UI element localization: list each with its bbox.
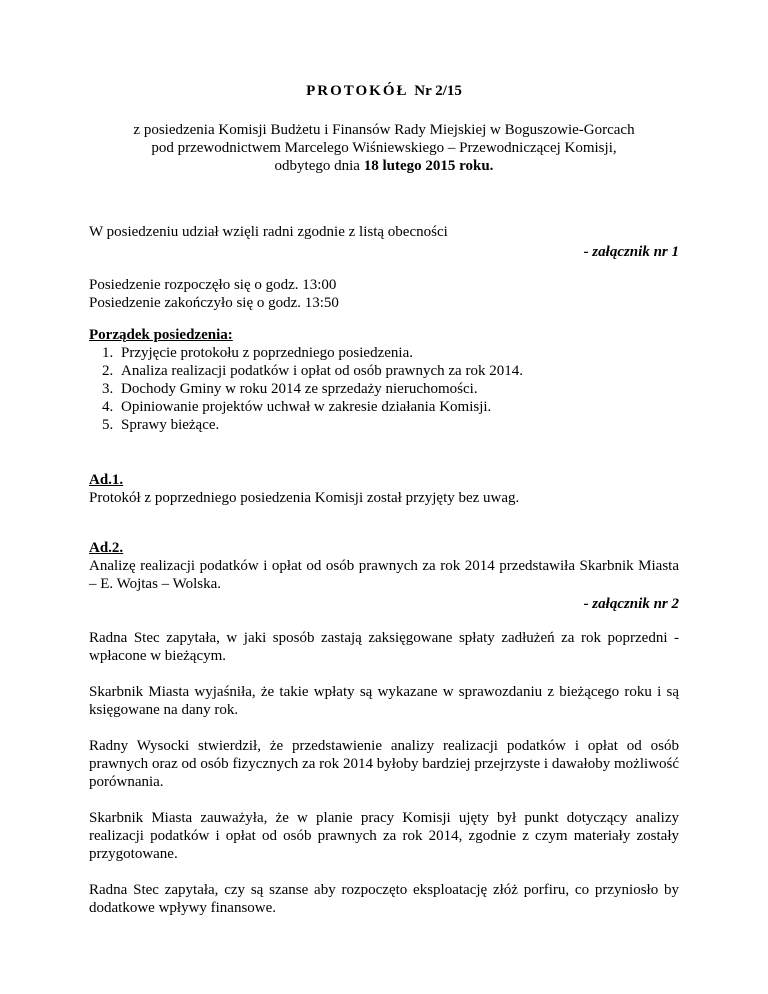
agenda-item: 1. Przyjęcie protokołu z poprzedniego posiedzenia. [117, 344, 679, 362]
ad2-paragraph-2: Skarbnik Miasta wyjaśniła, że takie wpłaty są wykazane w sprawozdaniu z bieżącego roku i są księgowane na dany rok. [89, 684, 679, 718]
ad2-paragraph-1: Radna Stec zapytała, w jaki sposób zastają zaksięgowane spłaty zadłużeń za rok poprzedni - wpłacone w bieżącym. [89, 630, 679, 664]
agenda-item: 3. Dochody Gminy w roku 2014 ze sprzedaży nieruchomości. [117, 380, 679, 398]
ad2-intro: Analizę realizacji podatków i opłat od osób prawnych za rok 2014 przedstawiła Skarbnik Miasta – E. Wojtas – Wolska. [89, 558, 679, 592]
ad2-heading: Ad.2. [89, 540, 124, 556]
subtitle-line-1: z posiedzenia Komisji Budżetu i Finansów Rady Miejskiej w Boguszowie-Gorcach [133, 122, 635, 138]
agenda-section [89, 326, 679, 434]
agenda-item: 2. Analiza realizacji podatków i opłat od osób prawnych za rok 2014. [117, 362, 679, 380]
meeting-date: 18 lutego 2015 roku. [363, 158, 494, 174]
agenda-list [89, 344, 679, 434]
attendance-section [89, 223, 679, 261]
agenda-item: 4. Opiniowanie projektów uchwał w zakresie działania Komisji. [117, 398, 679, 416]
subtitle-date-prefix: odbytego dnia [274, 158, 364, 174]
attendance-text: W posiedzeniu udział wzięli radni zgodnie z listą obecności [89, 224, 448, 240]
ad1-section [89, 471, 679, 507]
meeting-times [89, 276, 679, 312]
agenda-heading: Porządek posiedzenia: [89, 327, 233, 343]
subtitle-line-3 [89, 157, 679, 175]
attachment-1-label: - załącznik nr 1 [583, 244, 679, 260]
ad2-section [89, 539, 679, 613]
document-subtitle [89, 121, 679, 175]
ad2-paragraph-4: Skarbnik Miasta zauważyła, że w planie pracy Komisji ujęty był punkt dotyczący analizy realizacji podatków i opłat od osób prawnych za rok 2014, zgodnie z czym materiały zostały przygotowane. [89, 810, 679, 862]
ad1-text: Protokół z poprzedniego posiedzenia Komisji został przyjęty bez uwag. [89, 490, 520, 506]
agenda-item: 5. Sprawy bieżące. [117, 416, 679, 434]
title-main: PROTOKÓŁ [306, 83, 409, 99]
title-number: Nr 2/15 [414, 83, 462, 99]
end-time: Posiedzenie zakończyło się o godz. 13:50 [89, 295, 339, 311]
subtitle-line-2: pod przewodnictwem Marcelego Wiśniewskiego – Przewodniczącej Komisji, [151, 140, 617, 156]
ad2-paragraph-3: Radny Wysocki stwierdził, że przedstawienie analizy realizacji podatków i opłat od osób prawnych oraz od osób fizycznych za rok 2014 byłoby bardziej przejrzyste i dawałoby możliwość porównania. [89, 738, 679, 790]
document-title [89, 82, 679, 100]
ad1-heading: Ad.1. [89, 472, 124, 488]
start-time: Posiedzenie rozpoczęło się o godz. 13:00 [89, 277, 337, 293]
attachment-2-label: - załącznik nr 2 [583, 596, 679, 612]
ad2-paragraph-5: Radna Stec zapytała, czy są szanse aby rozpoczęto eksploatację złóż porfiru, co przyniosło by dodatkowe wpływy finansowe. [89, 882, 679, 916]
